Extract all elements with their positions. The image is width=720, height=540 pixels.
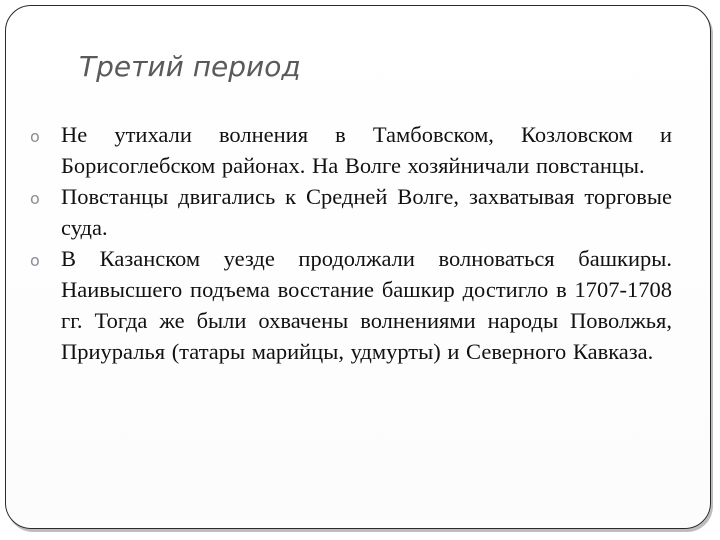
bullet-circle-icon: o xyxy=(30,189,40,208)
bullet-circle-icon: o xyxy=(30,127,40,146)
bullet-item xyxy=(30,181,672,243)
bullet-list xyxy=(30,119,672,367)
bullet-item xyxy=(30,243,672,367)
bullet-text: Повстанцы двигались к Средней Волге, захватывая торговые суда. xyxy=(61,184,672,240)
bullet-text: В Казанском уезде продолжали волноваться башкиры. Наивысшего подъема восстание башкир достигло в 1707-1708 гг. Тогда же были охвачены волнениями народы Поволжья, Приуралья (татары марийцы, удмурты) и Северного Кавказа. xyxy=(61,246,672,364)
bullet-text: Не утихали волнения в Тамбовском, Козловском и Борисоглебском районах. На Волге хозяйничали повстанцы. xyxy=(61,122,672,178)
slide-title: Третий период xyxy=(79,50,301,83)
bullet-circle-icon: o xyxy=(30,251,40,270)
bullet-item xyxy=(30,119,672,181)
